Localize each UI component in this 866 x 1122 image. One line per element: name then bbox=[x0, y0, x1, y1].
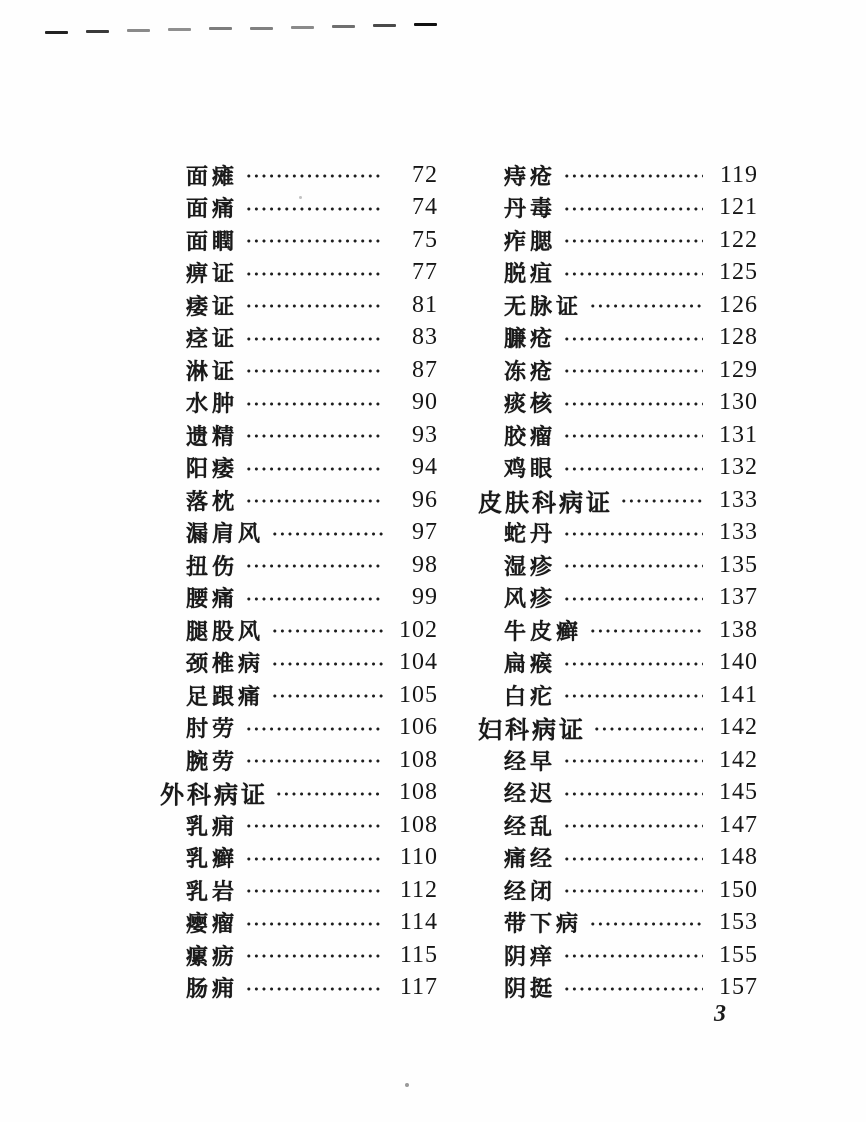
dot-leader bbox=[563, 791, 703, 797]
toc-entry-page-number: 121 bbox=[719, 194, 758, 221]
toc-entry bbox=[160, 744, 438, 777]
scan-artifact-dash bbox=[250, 27, 273, 30]
dot-leader bbox=[271, 661, 383, 667]
toc-entry-page-number: 81 bbox=[412, 291, 438, 318]
toc-entry-label: 痛经 bbox=[504, 846, 557, 872]
toc-entry-page-number: 133 bbox=[719, 486, 758, 513]
dot-leader bbox=[563, 953, 703, 959]
toc-entry-label: 冻疮 bbox=[504, 358, 557, 384]
toc-entry-page-number: 141 bbox=[719, 681, 758, 708]
toc-entry-label: 扁瘊 bbox=[504, 651, 557, 677]
toc-entry bbox=[160, 614, 438, 647]
toc-entry-page-number: 75 bbox=[412, 226, 438, 253]
dot-leader bbox=[275, 791, 383, 797]
toc-entry bbox=[160, 257, 438, 290]
dot-leader bbox=[245, 466, 383, 472]
toc-entry-label: 经早 bbox=[504, 748, 557, 774]
dot-leader bbox=[245, 206, 383, 212]
toc-entry-label: 扭伤 bbox=[186, 553, 239, 579]
toc-entry bbox=[478, 419, 758, 452]
toc-entry-page-number: 105 bbox=[399, 681, 438, 708]
toc-entry-label: 肠痈 bbox=[186, 976, 239, 1002]
toc-entry-page-number: 130 bbox=[719, 389, 758, 416]
toc-entry-label: 痄腮 bbox=[504, 228, 557, 254]
toc-entry-label: 阴挺 bbox=[504, 976, 557, 1002]
toc-entry-page-number: 155 bbox=[719, 941, 758, 968]
toc-entry-page-number: 94 bbox=[412, 454, 438, 481]
toc-entry-label: 足跟痛 bbox=[186, 683, 265, 709]
toc-entry-label: 颈椎病 bbox=[186, 651, 265, 677]
toc-entry bbox=[478, 614, 758, 647]
toc-entry-page-number: 138 bbox=[719, 616, 758, 643]
dot-leader bbox=[563, 823, 703, 829]
toc-entry bbox=[160, 712, 438, 745]
dot-leader bbox=[563, 693, 703, 699]
toc-entry bbox=[478, 224, 758, 257]
toc-entry bbox=[478, 354, 758, 387]
toc-entry-label: 面瘫 bbox=[186, 163, 239, 189]
toc-entry bbox=[478, 322, 758, 355]
toc-entry-label: 遗精 bbox=[186, 423, 239, 449]
toc-entry bbox=[478, 647, 758, 680]
dot-leader bbox=[245, 401, 383, 407]
dot-leader bbox=[245, 433, 383, 439]
toc-entry-page-number: 104 bbox=[399, 649, 438, 676]
toc-entry-page-number: 133 bbox=[719, 519, 758, 546]
dot-leader bbox=[245, 888, 383, 894]
toc-entry bbox=[478, 192, 758, 225]
toc-entry bbox=[478, 842, 758, 875]
dot-leader bbox=[271, 531, 383, 537]
toc-entry-label: 淋证 bbox=[186, 358, 239, 384]
toc-entry bbox=[160, 939, 438, 972]
toc-entry-page-number: 140 bbox=[719, 649, 758, 676]
toc-entry-label: 水肿 bbox=[186, 391, 239, 417]
toc-entry-page-number: 110 bbox=[399, 844, 438, 871]
toc-entry-page-number: 129 bbox=[719, 356, 758, 383]
dot-leader bbox=[563, 401, 703, 407]
dot-leader bbox=[245, 498, 383, 504]
toc-entry bbox=[160, 809, 438, 842]
dot-leader bbox=[563, 661, 703, 667]
toc-entry bbox=[160, 874, 438, 907]
toc-entry-page-number: 90 bbox=[412, 389, 438, 416]
dot-leader bbox=[245, 173, 383, 179]
dot-leader bbox=[563, 888, 703, 894]
toc-entry-page-number: 93 bbox=[412, 421, 438, 448]
toc-entry-page-number: 119 bbox=[719, 161, 758, 188]
toc-entry bbox=[478, 907, 758, 940]
toc-entry-label: 乳癣 bbox=[186, 846, 239, 872]
dot-leader bbox=[245, 823, 383, 829]
toc-entry-label: 痿证 bbox=[186, 293, 239, 319]
toc-entry-page-number: 115 bbox=[399, 941, 438, 968]
toc-entry bbox=[478, 517, 758, 550]
dot-leader bbox=[245, 271, 383, 277]
toc-entry bbox=[478, 289, 758, 322]
toc-entry-label: 乳岩 bbox=[186, 878, 239, 904]
page-number: 3 bbox=[714, 1001, 726, 1027]
toc-entry-label: 阳痿 bbox=[186, 456, 239, 482]
toc-entry bbox=[160, 647, 438, 680]
dot-leader bbox=[593, 726, 703, 732]
dot-leader bbox=[563, 368, 703, 374]
toc-entry-label: 白疕 bbox=[504, 683, 557, 709]
dot-leader bbox=[563, 596, 703, 602]
dot-leader bbox=[271, 628, 383, 634]
toc-entry-page-number: 108 bbox=[399, 779, 438, 806]
toc-entry-page-number: 114 bbox=[399, 909, 438, 936]
toc-entry-label: 腕劳 bbox=[186, 748, 239, 774]
toc-entry bbox=[478, 159, 758, 192]
dot-leader bbox=[563, 986, 703, 992]
toc-entry-page-number: 132 bbox=[719, 454, 758, 481]
toc-entry-label: 湿疹 bbox=[504, 553, 557, 579]
scan-artifact-dashes bbox=[45, 12, 445, 40]
dot-leader bbox=[589, 303, 703, 309]
scan-artifact-dash bbox=[209, 27, 232, 30]
toc-entry-label: 漏肩风 bbox=[186, 521, 265, 547]
toc-entry-page-number: 102 bbox=[399, 616, 438, 643]
dot-leader bbox=[563, 433, 703, 439]
toc-entry bbox=[478, 712, 758, 745]
dot-leader bbox=[563, 466, 703, 472]
dot-leader bbox=[563, 206, 703, 212]
toc-entry-label: 鸡眼 bbox=[504, 456, 557, 482]
toc-entry-label: 阴痒 bbox=[504, 943, 557, 969]
toc-entry-label: 蛇丹 bbox=[504, 521, 557, 547]
toc-entry-page-number: 125 bbox=[719, 259, 758, 286]
dot-leader bbox=[620, 498, 703, 504]
toc-entry-page-number: 142 bbox=[719, 714, 758, 741]
toc-entry-page-number: 96 bbox=[412, 486, 438, 513]
toc-entry-label: 牛皮癣 bbox=[504, 618, 583, 644]
toc-entry-label: 痔疮 bbox=[504, 163, 557, 189]
toc-entry bbox=[478, 874, 758, 907]
toc-entry bbox=[160, 972, 438, 1005]
toc-entry bbox=[478, 582, 758, 615]
dot-leader bbox=[563, 271, 703, 277]
toc-entry bbox=[160, 289, 438, 322]
toc-entry-page-number: 83 bbox=[412, 324, 438, 351]
toc-entry bbox=[160, 224, 438, 257]
toc-entry-label: 乳痈 bbox=[186, 813, 239, 839]
toc-entry bbox=[160, 484, 438, 517]
toc-entry-label: 腰痛 bbox=[186, 586, 239, 612]
toc-entry bbox=[160, 907, 438, 940]
toc-entry-page-number: 126 bbox=[719, 291, 758, 318]
dot-leader bbox=[589, 628, 703, 634]
dot-leader bbox=[245, 303, 383, 309]
dot-leader bbox=[245, 336, 383, 342]
toc-entry-page-number: 112 bbox=[399, 876, 438, 903]
toc-column-right bbox=[478, 159, 758, 1004]
toc-entry bbox=[160, 452, 438, 485]
toc-entry-page-number: 147 bbox=[719, 811, 758, 838]
toc-entry-page-number: 72 bbox=[412, 161, 438, 188]
toc-entry bbox=[478, 972, 758, 1005]
toc-entry bbox=[478, 809, 758, 842]
toc-entry-page-number: 153 bbox=[719, 909, 758, 936]
toc-entry-label: 面瞤 bbox=[186, 228, 239, 254]
dot-leader bbox=[563, 563, 703, 569]
toc-entry bbox=[160, 159, 438, 192]
toc-entry-label: 瘿瘤 bbox=[186, 911, 239, 937]
toc-entry-label: 胶瘤 bbox=[504, 423, 557, 449]
dot-leader bbox=[245, 563, 383, 569]
dot-leader bbox=[271, 693, 383, 699]
toc-entry bbox=[160, 419, 438, 452]
toc-entry-label: 痉证 bbox=[186, 326, 239, 352]
toc-entry bbox=[478, 777, 758, 810]
toc-entry-label: 臁疮 bbox=[504, 326, 557, 352]
toc-entry-label: 风疹 bbox=[504, 586, 557, 612]
toc-entry-label: 无脉证 bbox=[504, 293, 583, 319]
dot-leader bbox=[245, 921, 383, 927]
dot-leader bbox=[563, 238, 703, 244]
toc-entry-label: 脱疽 bbox=[504, 261, 557, 287]
scan-artifact-dash bbox=[45, 31, 68, 34]
dot-leader bbox=[563, 758, 703, 764]
toc-entry bbox=[160, 387, 438, 420]
toc-entry-page-number: 77 bbox=[412, 259, 438, 286]
scan-speck bbox=[299, 196, 302, 199]
toc-entry bbox=[160, 842, 438, 875]
toc-entry-page-number: 117 bbox=[399, 974, 438, 1001]
toc-entry-page-number: 108 bbox=[399, 746, 438, 773]
toc-entry bbox=[160, 679, 438, 712]
dot-leader bbox=[563, 531, 703, 537]
toc-entry-label: 瘰疬 bbox=[186, 943, 239, 969]
toc-entry bbox=[478, 257, 758, 290]
scan-artifact-dash bbox=[168, 28, 191, 31]
toc-entry bbox=[160, 777, 438, 810]
toc-entry-page-number: 106 bbox=[399, 714, 438, 741]
toc-entry bbox=[160, 549, 438, 582]
scan-artifact-dash bbox=[414, 23, 437, 26]
scan-artifact-dash bbox=[86, 30, 109, 33]
toc-entry-label: 经迟 bbox=[504, 781, 557, 807]
scan-artifact-dash bbox=[373, 24, 396, 27]
toc-entry-page-number: 135 bbox=[719, 551, 758, 578]
toc-entry-label: 痹证 bbox=[186, 261, 239, 287]
toc-entry-page-number: 99 bbox=[412, 584, 438, 611]
toc-entry bbox=[478, 452, 758, 485]
toc-entry-label: 经闭 bbox=[504, 878, 557, 904]
toc-entry-label: 妇科病证 bbox=[478, 718, 586, 745]
toc-entry-page-number: 98 bbox=[412, 551, 438, 578]
scan-speck bbox=[405, 1083, 409, 1087]
toc-entry-page-number: 108 bbox=[399, 811, 438, 838]
toc-entry-page-number: 150 bbox=[719, 876, 758, 903]
toc-entry-page-number: 128 bbox=[719, 324, 758, 351]
toc-entry-page-number: 87 bbox=[412, 356, 438, 383]
dot-leader bbox=[245, 238, 383, 244]
scan-artifact-dash bbox=[332, 25, 355, 28]
dot-leader bbox=[245, 368, 383, 374]
toc-entry-page-number: 122 bbox=[719, 226, 758, 253]
toc-entry-label: 落枕 bbox=[186, 488, 239, 514]
scan-artifact-dash bbox=[291, 26, 314, 29]
toc-entry-label: 皮肤科病证 bbox=[478, 490, 613, 517]
dot-leader bbox=[589, 921, 703, 927]
toc-entry-page-number: 148 bbox=[719, 844, 758, 871]
dot-leader bbox=[245, 758, 383, 764]
toc-entry bbox=[478, 387, 758, 420]
toc-entry bbox=[160, 354, 438, 387]
toc-entry bbox=[478, 484, 758, 517]
toc-entry bbox=[478, 744, 758, 777]
toc-entry bbox=[478, 549, 758, 582]
toc-entry-label: 丹毒 bbox=[504, 196, 557, 222]
toc-entry-page-number: 74 bbox=[412, 194, 438, 221]
toc-entry-page-number: 142 bbox=[719, 746, 758, 773]
toc-entry-page-number: 137 bbox=[719, 584, 758, 611]
dot-leader bbox=[563, 173, 703, 179]
toc-entry-page-number: 131 bbox=[719, 421, 758, 448]
toc-entry-page-number: 157 bbox=[719, 974, 758, 1001]
dot-leader bbox=[245, 856, 383, 862]
dot-leader bbox=[245, 953, 383, 959]
toc-entry bbox=[478, 939, 758, 972]
toc-entry-label: 痰核 bbox=[504, 391, 557, 417]
toc-entry bbox=[478, 679, 758, 712]
toc-entry-label: 外科病证 bbox=[160, 783, 268, 810]
toc-column-left bbox=[160, 159, 438, 1004]
toc-entry bbox=[160, 517, 438, 550]
toc-entry bbox=[160, 322, 438, 355]
toc-entry-label: 面痛 bbox=[186, 196, 239, 222]
toc-entry-label: 经乱 bbox=[504, 813, 557, 839]
dot-leader bbox=[245, 596, 383, 602]
toc-entry-page-number: 145 bbox=[719, 779, 758, 806]
toc-entry bbox=[160, 582, 438, 615]
scan-artifact-dash bbox=[127, 29, 150, 32]
dot-leader bbox=[245, 726, 383, 732]
dot-leader bbox=[563, 856, 703, 862]
dot-leader bbox=[245, 986, 383, 992]
toc-entry-label: 肘劳 bbox=[186, 716, 239, 742]
dot-leader bbox=[563, 336, 703, 342]
toc-entry-label: 腿股风 bbox=[186, 618, 265, 644]
toc-entry-page-number: 97 bbox=[412, 519, 438, 546]
toc-entry-label: 带下病 bbox=[504, 911, 583, 937]
